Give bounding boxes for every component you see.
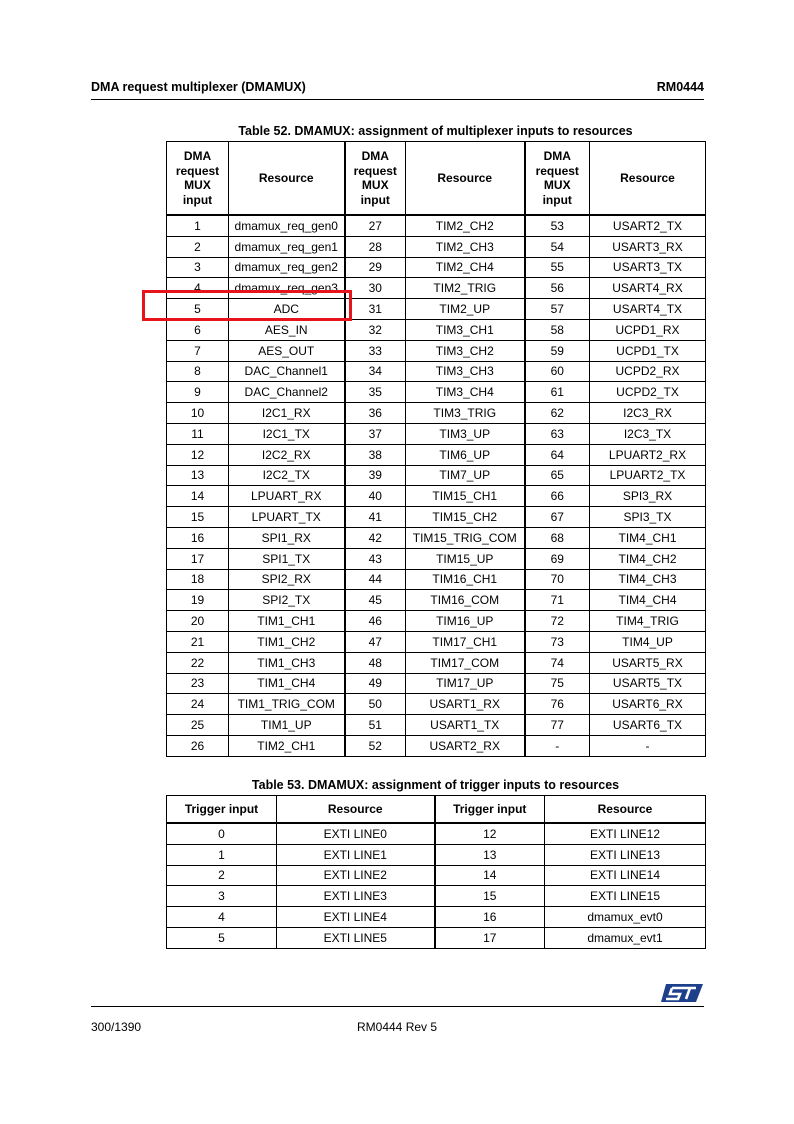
resource-cell: USART2_TX [590,215,706,236]
resource-cell: SPI2_TX [229,590,345,611]
col-header-input-line: DMA [543,149,571,163]
trigger-input-cell: 16 [435,907,545,928]
col-header-trigger-input: Trigger input [167,796,277,824]
mux-input-cell: 53 [525,215,590,236]
resource-cell: TIM3_CH1 [406,319,525,340]
mux-input-cell: 48 [345,652,406,673]
resource-cell: USART6_TX [590,715,706,736]
trigger-input-cell: 1 [167,844,277,865]
col-header-resource: Resource [590,142,706,216]
running-header-docid: RM0444 [656,80,704,94]
resource-cell: USART1_TX [406,715,525,736]
resource-cell: dmamux_evt0 [545,907,706,928]
resource-cell: SPI3_TX [590,507,706,528]
resource-cell: TIM2_CH1 [229,735,345,756]
trigger-input-cell: 17 [435,927,545,948]
resource-cell: dmamux_req_gen1 [229,236,345,257]
mux-input-cell: 40 [345,486,406,507]
resource-cell: TIM4_UP [590,631,706,652]
mux-input-cell: 10 [167,403,229,424]
col-header-input [167,142,229,216]
mux-input-cell: 30 [345,278,406,299]
resource-cell: TIM1_CH3 [229,652,345,673]
mux-input-cell: 13 [167,465,229,486]
mux-input-cell: 5 [167,299,229,320]
resource-cell: dmamux_evt1 [545,927,706,948]
mux-input-cell: 23 [167,673,229,694]
mux-input-cell: 44 [345,569,406,590]
table52-caption: Table 52. DMAMUX: assignment of multiplexer inputs to resources [238,124,633,138]
trigger-input-cell: 3 [167,886,277,907]
mux-input-cell: 64 [525,444,590,465]
resource-cell: USART4_RX [590,278,706,299]
page-number: 300/1390 [91,1020,142,1034]
col-header-input-line: input [360,192,390,207]
resource-cell: TIM4_CH2 [590,548,706,569]
resource-cell: EXTI LINE3 [277,886,435,907]
mux-input-cell: 7 [167,340,229,361]
col-header-resource: Resource [406,142,525,216]
mux-input-cell: 20 [167,611,229,632]
mux-input-cell: 37 [345,423,406,444]
mux-input-cell: 67 [525,507,590,528]
mux-input-cell: - [525,735,590,756]
mux-input-cell: 31 [345,299,406,320]
mux-input-cell: 52 [345,735,406,756]
table-row [167,236,706,257]
mux-input-cell: 65 [525,465,590,486]
mux-input-cell: 25 [167,715,229,736]
trigger-input-cell: 5 [167,927,277,948]
resource-cell: TIM4_CH4 [590,590,706,611]
trigger-input-cell: 2 [167,865,277,886]
mux-input-cell: 69 [525,548,590,569]
resource-cell: EXTI LINE12 [545,823,706,844]
resource-cell: TIM2_CH2 [406,215,525,236]
mux-input-cell: 70 [525,569,590,590]
resource-cell: I2C1_RX [229,403,345,424]
table-row [167,611,706,632]
resource-cell: UCPD1_RX [590,319,706,340]
col-header-input-line: DMA [361,149,389,163]
table-row [167,486,706,507]
resource-cell: EXTI LINE14 [545,865,706,886]
mux-input-cell: 50 [345,694,406,715]
mux-input-cell: 71 [525,590,590,611]
resource-cell: TIM1_CH2 [229,631,345,652]
resource-cell: TIM17_CH1 [406,631,525,652]
table-row [167,631,706,652]
resource-cell: I2C3_RX [590,403,706,424]
table-row [167,319,706,340]
mux-input-cell: 39 [345,465,406,486]
mux-input-cell: 28 [345,236,406,257]
resource-cell: USART3_RX [590,236,706,257]
col-header-input-line: MUX [361,178,389,192]
col-header-input [345,142,406,216]
table-row [167,886,706,907]
mux-input-cell: 12 [167,444,229,465]
resource-cell: EXTI LINE2 [277,865,435,886]
resource-cell: TIM7_UP [406,465,525,486]
table-row [167,444,706,465]
resource-cell: AES_IN [229,319,345,340]
mux-input-cell: 43 [345,548,406,569]
resource-cell: EXTI LINE1 [277,844,435,865]
mux-input-cell: 68 [525,527,590,548]
table-row [167,735,706,756]
resource-cell: TIM4_CH3 [590,569,706,590]
resource-cell: TIM3_TRIG [406,403,525,424]
table-row [167,361,706,382]
table-row [167,865,706,886]
resource-cell: TIM15_UP [406,548,525,569]
resource-cell: TIM2_UP [406,299,525,320]
mux-input-cell: 24 [167,694,229,715]
mux-input-cell: 3 [167,257,229,278]
mux-input-cell: 72 [525,611,590,632]
resource-cell: EXTI LINE15 [545,886,706,907]
resource-cell: TIM2_TRIG [406,278,525,299]
resource-cell: USART6_RX [590,694,706,715]
resource-cell: dmamux_req_gen2 [229,257,345,278]
table-row [167,569,706,590]
mux-input-cell: 73 [525,631,590,652]
resource-cell: TIM3_CH2 [406,340,525,361]
mux-input-cell: 27 [345,215,406,236]
mux-input-cell: 56 [525,278,590,299]
resource-cell: SPI3_RX [590,486,706,507]
resource-cell: TIM3_UP [406,423,525,444]
mux-input-cell: 35 [345,382,406,403]
mux-input-cell: 6 [167,319,229,340]
col-header-input-line: request [353,163,397,178]
mux-input-cell: 61 [525,382,590,403]
resource-cell: TIM6_UP [406,444,525,465]
col-header-trigger-input: Trigger input [435,796,545,824]
resource-cell: AES_OUT [229,340,345,361]
mux-input-cell: 63 [525,423,590,444]
table-row [167,382,706,403]
running-header-title: DMA request multiplexer (DMAMUX) [91,80,306,94]
table-row [167,590,706,611]
mux-input-cell: 29 [345,257,406,278]
mux-input-cell: 26 [167,735,229,756]
mux-input-cell: 66 [525,486,590,507]
mux-input-cell: 45 [345,590,406,611]
resource-cell: USART1_RX [406,694,525,715]
resource-cell: TIM17_UP [406,673,525,694]
resource-cell: DAC_Channel1 [229,361,345,382]
trigger-input-cell: 14 [435,865,545,886]
mux-input-cell: 2 [167,236,229,257]
mux-input-cell: 77 [525,715,590,736]
resource-cell: ADC [229,299,345,320]
table-row [167,927,706,948]
resource-cell: TIM16_COM [406,590,525,611]
resource-cell: TIM1_TRIG_COM [229,694,345,715]
resource-cell: LPUART2_RX [590,444,706,465]
mux-input-cell: 11 [167,423,229,444]
resource-cell: TIM1_CH1 [229,611,345,632]
header-rule [91,99,704,100]
mux-input-cell: 74 [525,652,590,673]
resource-cell: TIM2_CH3 [406,236,525,257]
resource-cell: SPI1_TX [229,548,345,569]
table-row [167,340,706,361]
resource-cell: USART5_TX [590,673,706,694]
resource-cell: TIM15_CH2 [406,507,525,528]
col-header-input-line: request [535,163,579,178]
resource-cell: I2C1_TX [229,423,345,444]
table-row [167,844,706,865]
resource-cell: TIM16_UP [406,611,525,632]
resource-cell: USART5_RX [590,652,706,673]
mux-input-cell: 33 [345,340,406,361]
mux-input-cell: 51 [345,715,406,736]
col-header-input-line: input [542,192,572,207]
mux-input-cell: 47 [345,631,406,652]
table-row [167,403,706,424]
trigger-input-cell: 0 [167,823,277,844]
col-header-input-line: MUX [543,178,571,192]
resource-cell: TIM17_COM [406,652,525,673]
resource-cell: UCPD1_TX [590,340,706,361]
col-header-input-line: input [182,192,213,207]
mux-input-cell: 54 [525,236,590,257]
mux-input-cell: 62 [525,403,590,424]
resource-cell: TIM1_CH4 [229,673,345,694]
resource-cell: TIM3_CH4 [406,382,525,403]
resource-cell: USART4_TX [590,299,706,320]
resource-cell: I2C2_TX [229,465,345,486]
mux-input-cell: 46 [345,611,406,632]
resource-cell: DAC_Channel2 [229,382,345,403]
trigger-input-cell: 13 [435,844,545,865]
resource-cell: dmamux_req_gen0 [229,215,345,236]
mux-input-cell: 76 [525,694,590,715]
resource-cell: EXTI LINE5 [277,927,435,948]
col-header-resource: Resource [545,796,706,824]
resource-cell: EXTI LINE13 [545,844,706,865]
highlight-box-adc [142,290,352,321]
resource-cell: USART2_RX [406,735,525,756]
mux-input-cell: 9 [167,382,229,403]
mux-input-cell: 60 [525,361,590,382]
resource-cell: TIM3_CH3 [406,361,525,382]
table-row [167,715,706,736]
resource-cell: LPUART_RX [229,486,345,507]
trigger-input-cell: 12 [435,823,545,844]
table-row [167,257,706,278]
table-row [167,465,706,486]
mux-input-cell: 36 [345,403,406,424]
mux-input-cell: 4 [167,278,229,299]
resource-cell: EXTI LINE0 [277,823,435,844]
table-row [167,507,706,528]
resource-cell: TIM16_CH1 [406,569,525,590]
mux-input-cell: 21 [167,631,229,652]
mux-input-cell: 17 [167,548,229,569]
resource-cell: TIM2_CH4 [406,257,525,278]
col-header-input-line: request [175,163,220,178]
mux-input-cell: 16 [167,527,229,548]
resource-cell: TIM15_CH1 [406,486,525,507]
table-row [167,907,706,928]
table53-body [167,823,706,948]
mux-input-cell: 32 [345,319,406,340]
col-header-input-line: DMA [183,149,212,163]
trigger-input-cell: 4 [167,907,277,928]
table-row [167,548,706,569]
table-row [167,673,706,694]
mux-input-cell: 57 [525,299,590,320]
resource-cell: USART3_TX [590,257,706,278]
resource-cell: dmamux_req_gen3 [229,278,345,299]
mux-input-cell: 38 [345,444,406,465]
resource-cell: UCPD2_RX [590,361,706,382]
table53-caption: Table 53. DMAMUX: assignment of trigger inputs to resources [251,778,620,792]
mux-input-cell: 1 [167,215,229,236]
resource-cell: TIM4_CH1 [590,527,706,548]
table-row [167,215,706,236]
col-header-resource: Resource [229,142,345,216]
resource-cell: TIM1_UP [229,715,345,736]
mux-input-cell: 59 [525,340,590,361]
table-row [167,652,706,673]
mux-input-cell: 22 [167,652,229,673]
resource-cell: - [590,735,706,756]
resource-cell: UCPD2_TX [590,382,706,403]
mux-input-cell: 14 [167,486,229,507]
resource-cell: TIM15_TRIG_COM [406,527,525,548]
table-row [167,823,706,844]
mux-input-cell: 19 [167,590,229,611]
table53-trigger-inputs [166,795,706,949]
st-logo-icon [660,982,704,1004]
resource-cell: I2C2_RX [229,444,345,465]
resource-cell: LPUART_TX [229,507,345,528]
col-header-resource: Resource [277,796,435,824]
mux-input-cell: 34 [345,361,406,382]
footer-rule [91,1006,704,1007]
col-header-input [525,142,590,216]
table52-mux-inputs [166,141,706,757]
resource-cell: EXTI LINE4 [277,907,435,928]
resource-cell: I2C3_TX [590,423,706,444]
trigger-input-cell: 15 [435,886,545,907]
resource-cell: SPI1_RX [229,527,345,548]
mux-input-cell: 18 [167,569,229,590]
resource-cell: SPI2_RX [229,569,345,590]
mux-input-cell: 42 [345,527,406,548]
mux-input-cell: 75 [525,673,590,694]
mux-input-cell: 15 [167,507,229,528]
resource-cell: TIM4_TRIG [590,611,706,632]
table-row [167,694,706,715]
mux-input-cell: 55 [525,257,590,278]
col-header-input-line: MUX [184,178,211,192]
mux-input-cell: 58 [525,319,590,340]
mux-input-cell: 41 [345,507,406,528]
table-row [167,423,706,444]
mux-input-cell: 8 [167,361,229,382]
mux-input-cell: 49 [345,673,406,694]
table-row [167,527,706,548]
document-revision: RM0444 Rev 5 [357,1020,438,1034]
resource-cell: LPUART2_TX [590,465,706,486]
